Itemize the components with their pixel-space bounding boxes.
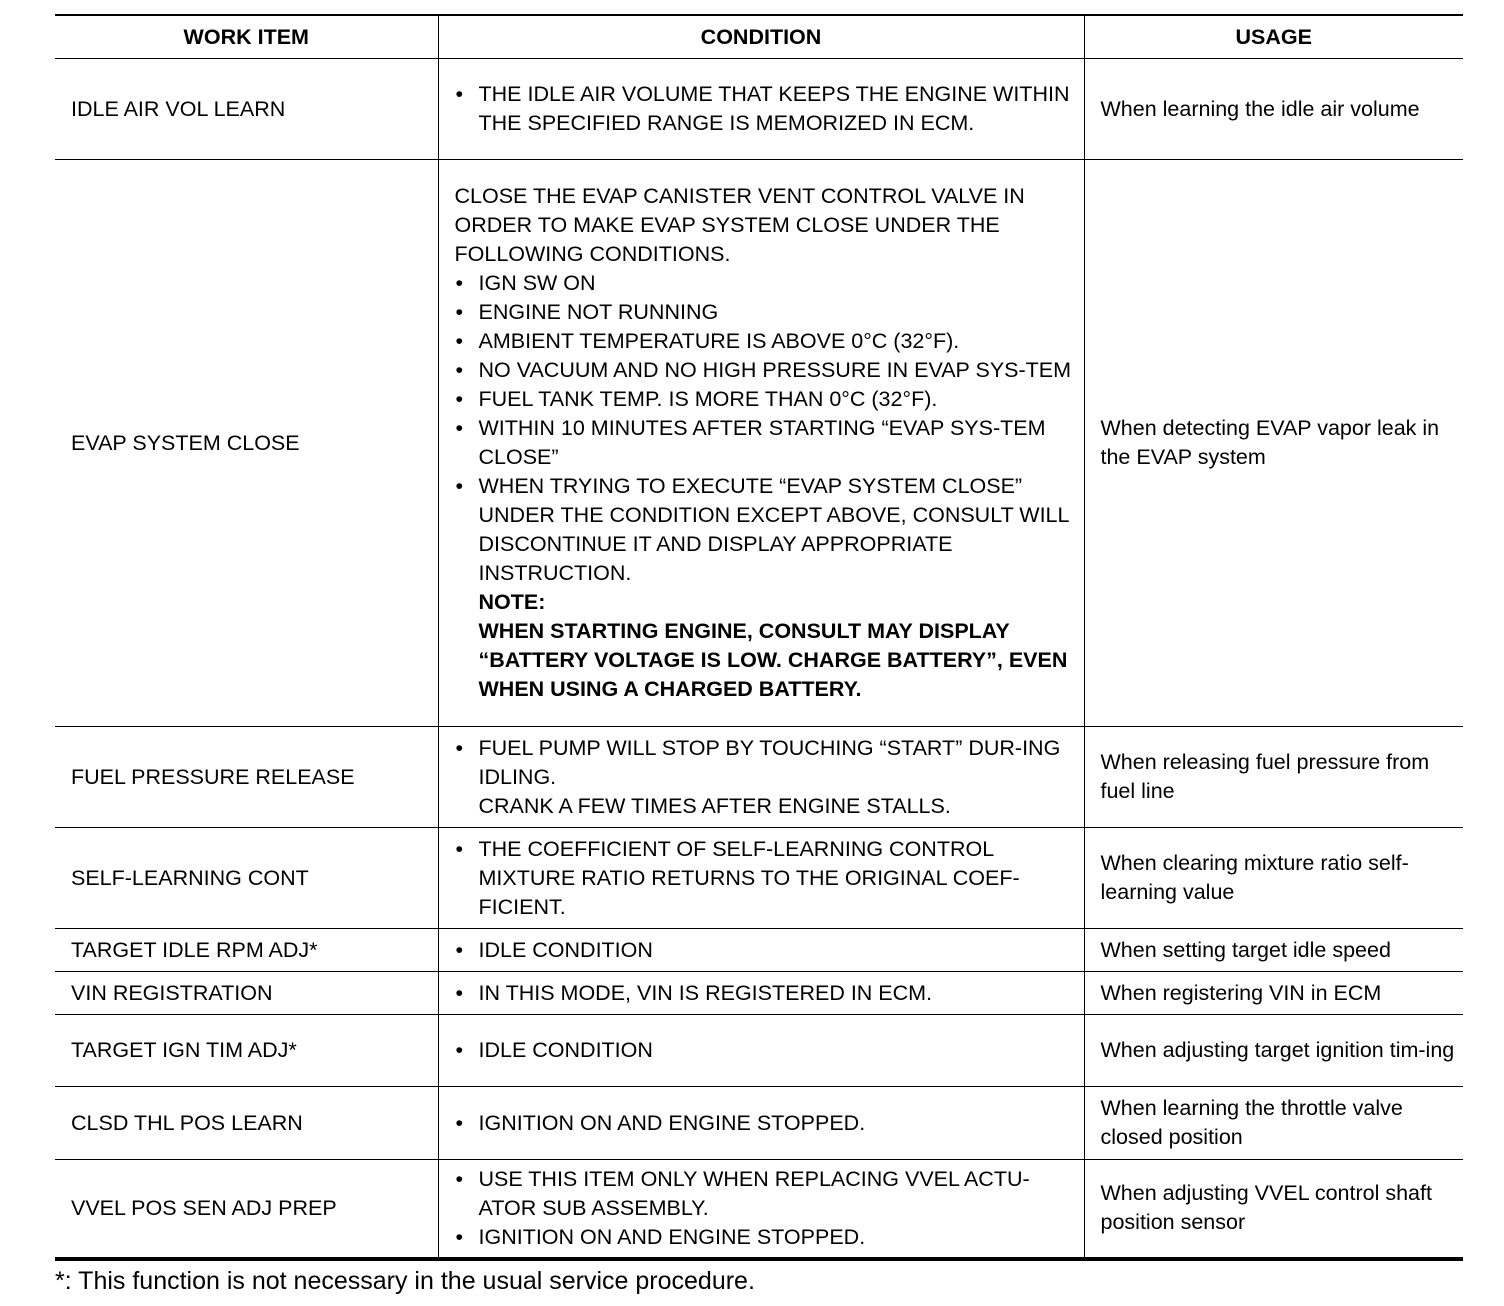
condition-bullet: • WITHIN 10 MINUTES AFTER STARTING “EVAP SYS-TEM CLOSE”: [455, 414, 1078, 472]
usage-cell: When setting target idle speed: [1084, 929, 1463, 972]
usage-cell: When clearing mixture ratio self-learning value: [1084, 828, 1463, 929]
condition-bullet: • FUEL PUMP WILL STOP BY TOUCHING “START” DUR-ING IDLING.: [455, 734, 1078, 792]
condition-cell: [438, 160, 1084, 727]
usage-cell: When registering VIN in ECM: [1084, 972, 1463, 1015]
header-usage: USAGE: [1084, 15, 1463, 59]
header-work-item: WORK ITEM: [55, 15, 438, 59]
condition-bullet: • THE IDLE AIR VOLUME THAT KEEPS THE ENGINE WITHIN THE SPECIFIED RANGE IS MEMORIZED IN ECM.: [455, 80, 1078, 138]
work-item-cell: TARGET IDLE RPM ADJ*: [55, 929, 438, 972]
work-item-cell: EVAP SYSTEM CLOSE: [55, 160, 438, 727]
note-text: WHEN STARTING ENGINE, CONSULT MAY DISPLAY “BATTERY VOLTAGE IS LOW. CHARGE BATTERY”, EVEN WHEN USING A CHARGED BATTERY.: [478, 619, 1068, 701]
table-row: [55, 59, 1463, 160]
condition-bullet: • IDLE CONDITION: [455, 1036, 1078, 1065]
work-item-cell: CLSD THL POS LEARN: [55, 1087, 438, 1160]
header-condition: CONDITION: [438, 15, 1084, 59]
condition-cell: [438, 929, 1084, 972]
work-item-cell: IDLE AIR VOL LEARN: [55, 59, 438, 160]
table-row: [55, 727, 1463, 828]
table-row: [55, 828, 1463, 929]
work-item-table: [55, 14, 1463, 1261]
table-row: [55, 160, 1463, 727]
condition-bullet: • THE COEFFICIENT OF SELF-LEARNING CONTROL MIXTURE RATIO RETURNS TO THE ORIGINAL COEF-FICIENT.: [455, 835, 1078, 922]
work-item-cell: TARGET IGN TIM ADJ*: [55, 1015, 438, 1087]
table-row: [55, 1015, 1463, 1087]
condition-bullet: • IGN SW ON: [455, 269, 1078, 298]
work-item-cell: VIN REGISTRATION: [55, 972, 438, 1015]
condition-bullet: • NO VACUUM AND NO HIGH PRESSURE IN EVAP SYS-TEM: [455, 356, 1078, 385]
table-row: [55, 972, 1463, 1015]
note-label: NOTE:: [478, 590, 546, 614]
condition-bullet: • IN THIS MODE, VIN IS REGISTERED IN ECM.: [455, 979, 1078, 1008]
work-item-cell: SELF-LEARNING CONT: [55, 828, 438, 929]
condition-cell: [438, 1015, 1084, 1087]
table-row: [55, 1160, 1463, 1259]
header-row: [55, 15, 1463, 59]
table-row: [55, 929, 1463, 972]
usage-cell: When learning the throttle valve closed position: [1084, 1087, 1463, 1160]
condition-cell: [438, 972, 1084, 1015]
condition-bullet: • AMBIENT TEMPERATURE IS ABOVE 0°C (32°F).: [455, 327, 1078, 356]
usage-cell: When releasing fuel pressure from fuel line: [1084, 727, 1463, 828]
condition-cell: [438, 1087, 1084, 1160]
condition-bullet: • USE THIS ITEM ONLY WHEN REPLACING VVEL ACTU-ATOR SUB ASSEMBLY.: [455, 1165, 1078, 1223]
condition-extra: CRANK A FEW TIMES AFTER ENGINE STALLS.: [478, 793, 951, 818]
condition-bullet: • FUEL TANK TEMP. IS MORE THAN 0°C (32°F).: [455, 385, 1078, 414]
condition-bullet: • IGNITION ON AND ENGINE STOPPED.: [455, 1109, 1078, 1138]
table-row: [55, 1087, 1463, 1160]
condition-cell: [438, 828, 1084, 929]
usage-cell: When adjusting target ignition tim-ing: [1084, 1015, 1463, 1087]
condition-cell: [438, 727, 1084, 828]
usage-cell: When adjusting VVEL control shaft position sensor: [1084, 1160, 1463, 1259]
condition-bullet: • IDLE CONDITION: [455, 936, 1078, 965]
condition-bullet: • ENGINE NOT RUNNING: [455, 298, 1078, 327]
condition-cell: [438, 1160, 1084, 1259]
work-item-cell: FUEL PRESSURE RELEASE: [55, 727, 438, 828]
condition-cell: [438, 59, 1084, 160]
footnote: *: This function is not necessary in the usual service procedure.: [55, 1267, 755, 1295]
work-item-cell: VVEL POS SEN ADJ PREP: [55, 1160, 438, 1259]
usage-cell: When learning the idle air volume: [1084, 59, 1463, 160]
usage-cell: When detecting EVAP vapor leak in the EVAP system: [1084, 160, 1463, 727]
condition-bullet: • WHEN TRYING TO EXECUTE “EVAP SYSTEM CLOSE” UNDER THE CONDITION EXCEPT ABOVE, CONSULT WILL DISCONTINUE IT AND DISPLAY APPROPRIATE INSTRUCTION.: [455, 472, 1078, 588]
condition-bullet: • IGNITION ON AND ENGINE STOPPED.: [455, 1223, 1078, 1252]
condition-intro: CLOSE THE EVAP CANISTER VENT CONTROL VALVE IN ORDER TO MAKE EVAP SYSTEM CLOSE UNDER THE FOLLOWING CONDITIONS.: [454, 184, 1025, 266]
